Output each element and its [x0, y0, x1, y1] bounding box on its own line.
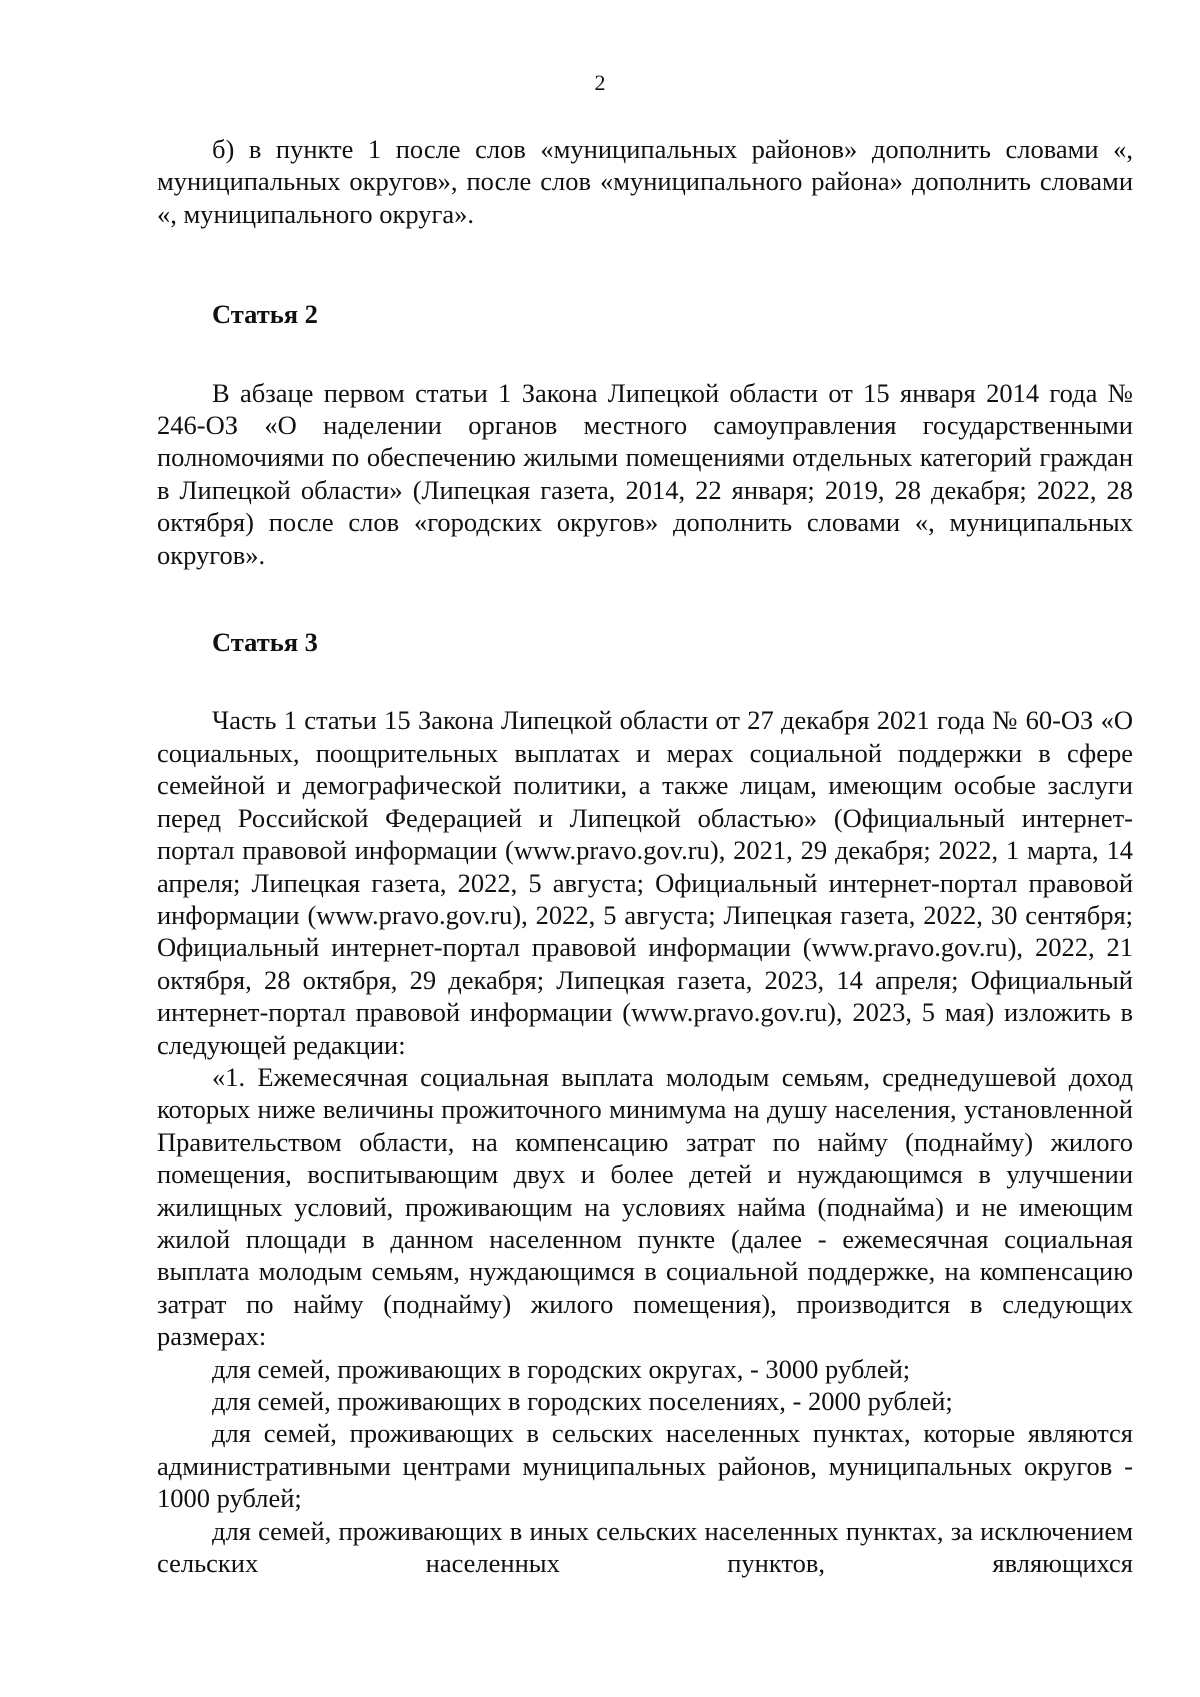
list-item: для семей, проживающих в городских поселениях, - 2000 рублей;	[212, 1386, 953, 1416]
list-item: для семей, проживающих в городских округах, - 3000 рублей;	[212, 1353, 911, 1384]
list-item: для семей, проживающих в иных сельских населенных пунктах, за исключением сельских населенных пунктов, являющихся	[157, 1515, 1133, 1579]
article-3-text: Часть 1 статьи 15 Закона Липецкой области от 27 декабря 2021 года № 60-ОЗ «О социальных, поощрительных выплатах и мерах социальной поддержки в сфере семейной и демографической политики, а также лицам, имеющим особые заслуги перед Российской Федерацией и Липецкой областью» (Официальный интернет-портал правовой информации (www.pravo.gov.ru), 2021, 29 декабря; 2022, 1 марта, 14 апреля; Липецкая газета, 2022, 5 августа; Официальный интернет-портал правовой информации (www.pravo.gov.ru), 2022, 5 августа; Липецкая газета, 2022, 30 сентября; Официальный интернет-портал правовой информации (www.pravo.gov.ru), 2022, 21 октября, 28 октября, 29 декабря; Липецкая газета, 2023, 14 апреля; Официальный интернет-портал правовой информации (www.pravo.gov.ru), 2023, 5 мая) изложить в следующей редакции:	[157, 705, 1133, 1060]
article-2-heading: Статья 2	[212, 299, 318, 330]
article-3-quote-paragraph: «1. Ежемесячная социальная выплата молодым семьям, среднедушевой доход которых ниже величины прожиточного минимума на душу населения, установленной Правительством области, на компенсацию затрат по найму (поднайму) жилого помещения, воспитывающим двух и более детей и нуждающимся в улучшении жилищных условий, проживающим на условиях найма (поднайма) и не имеющим жилой площади в данном населенном пункте (далее - ежемесячная социальная выплата молодым семьям, нуждающимся в социальной поддержке, на компенсацию затрат по найму (поднайму) жилого помещения), производится в следующих размерах:	[157, 1061, 1133, 1352]
article-2-text: В абзаце первом статьи 1 Закона Липецкой области от 15 января 2014 года № 246-ОЗ «О наделении органов местного самоуправления государственными полномочиями по обеспечению жилыми помещениями отдельных категорий граждан в Липецкой области» (Липецкая газета, 2014, 22 января; 2019, 28 декабря; 2022, 28 октября) после слов «городских округов» дополнить словами «, муниципальных округов».	[157, 377, 1133, 570]
page-number: 2	[594, 70, 606, 95]
intro-paragraph: б) в пункте 1 после слов «муниципальных районов» дополнить словами «, муниципальных округов», после слов «муниципального района» дополнить словами «, муниципального округа».	[157, 134, 1133, 229]
document-body	[157, 133, 1133, 1579]
list-item: для семей, проживающих в сельских населенных пунктах, которые являются административными центрами муниципальных районов, муниципальных округов - 1000 рублей;	[157, 1418, 1133, 1514]
article-3-heading: Статья 3	[212, 627, 318, 658]
